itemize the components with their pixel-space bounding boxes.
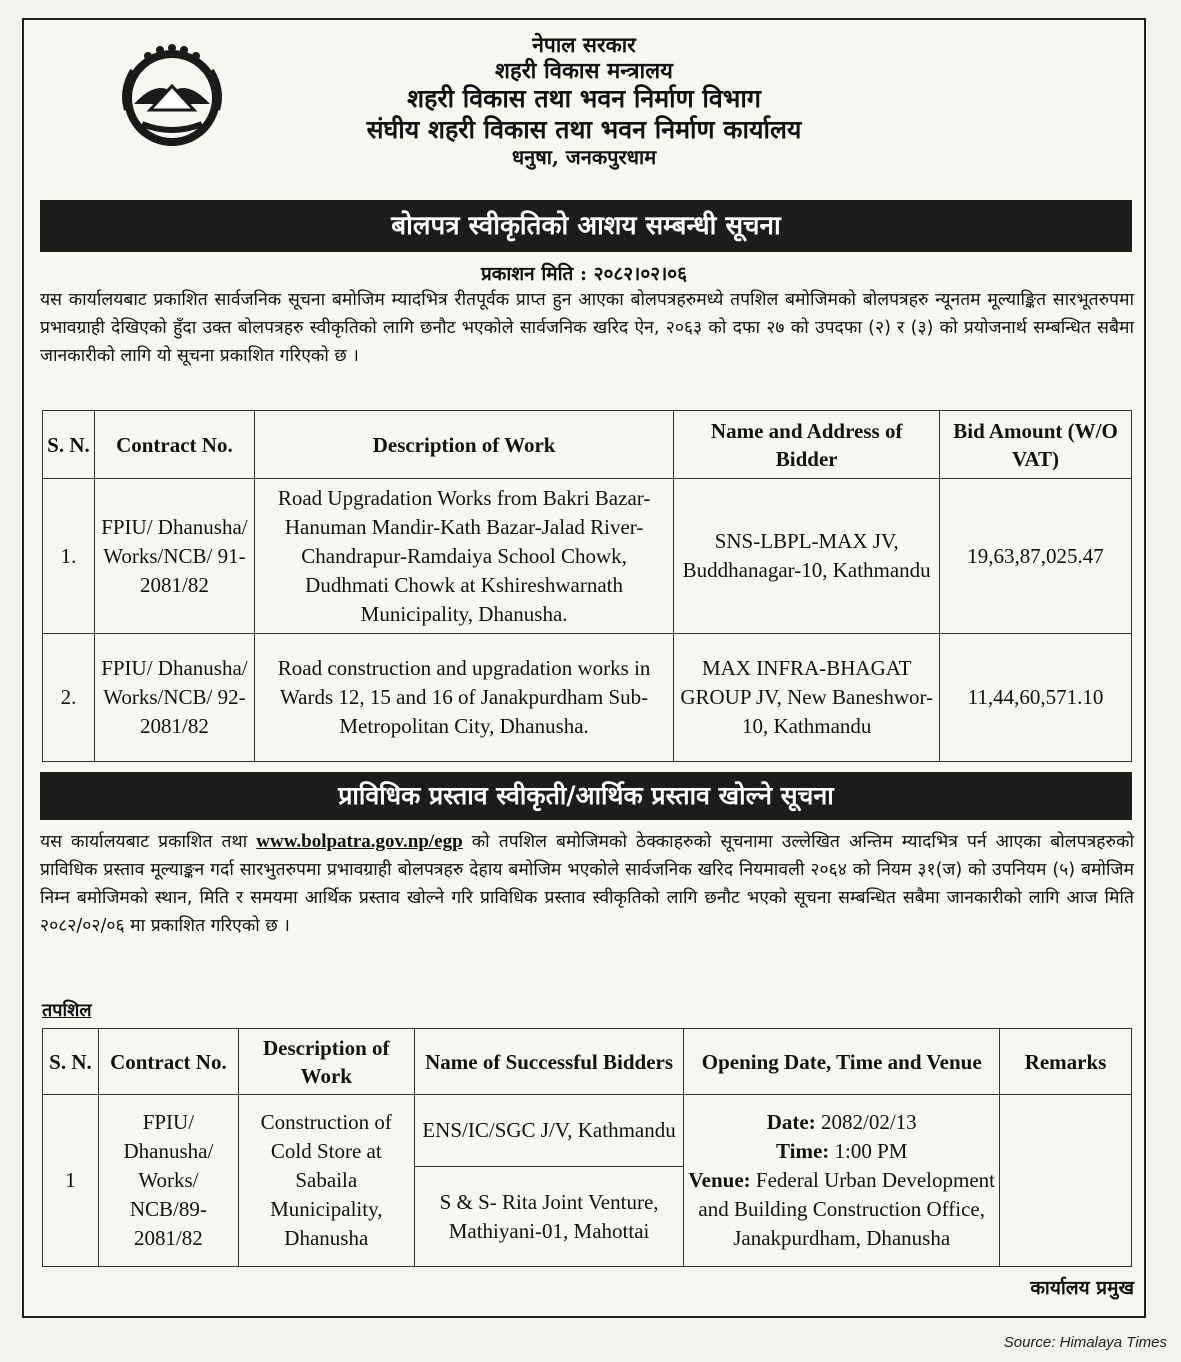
opening-venue xyxy=(688,1166,995,1253)
source-credit: Source: Himalaya Times xyxy=(1003,1334,1167,1351)
venue-value: Federal Urban Development and Building Construction Office, Janakpurdham, Dhanusha xyxy=(698,1168,995,1250)
table-header-row xyxy=(43,411,1132,479)
office-chief-signature: कार्यालय प्रमुख xyxy=(1030,1277,1134,1299)
cell-opening xyxy=(684,1095,1000,1267)
date-label: Date: xyxy=(766,1110,816,1134)
header-location: धनुषा, जनकपुरधाम xyxy=(511,145,657,170)
table-row xyxy=(43,634,1132,762)
column-header: Contract No. xyxy=(98,1029,238,1095)
column-header: S. N. xyxy=(43,1029,99,1095)
column-header: Description of Work xyxy=(254,411,673,479)
notice2-title: प्राविधिक प्रस्ताव स्वीकृती/आर्थिक प्रस्ताव खोल्ने सूचना xyxy=(40,772,1132,820)
column-header: Name and Address of Bidder xyxy=(674,411,940,479)
column-header: Description of Work xyxy=(238,1029,414,1095)
table-row xyxy=(43,1095,1132,1167)
cell-amount: 11,44,60,571.10 xyxy=(940,634,1132,762)
table-row xyxy=(43,479,1132,634)
notice2-paragraph-start: यस कार्यालयबाट प्रकाशित तथा xyxy=(40,832,248,852)
cell-sn: 2. xyxy=(43,634,95,762)
government-emblem-icon xyxy=(116,40,228,152)
header-office: संघीय शहरी विकास तथा भवन निर्माण कार्यालय xyxy=(366,114,802,144)
bolpatra-link[interactable]: www.bolpatra.gov.np/egp xyxy=(256,831,463,852)
notice2-paragraph-rest: को तपशिल बमोजिमको ठेक्काहरुको सूचनामा उल्लेखित अन्तिम म्यादभित्र पर्न आएका बोलपत्रहरुको प्राविधिक प्रस्ताव मूल्याङ्कन गर्दा सारभुतरुपमा प्रभावग्राही बोलपत्रहरु देहाय बमोजिम भएकोले सार्वजनिक खरिद नियमावली २०६४ को नियम ३१(ज) को उपनियम (५) बमोजिम निम्न बमोजिमको स्थान, मिति र समयमा आर्थिक प्रस्ताव खोल्ने गरि प्राविधिक प्रस्ताव स्वीकृतिको लागि छनौट भएको सूचना सम्बन्धित सबैमा जानकारीको लागि आज मिति २०८२/०२/०६ मा प्रकाशित गरिएको छ । xyxy=(40,832,1134,936)
notice2-paragraph xyxy=(40,828,1134,940)
notice1-title: बोलपत्र स्वीकृतिको आशय सम्बन्धी सूचना xyxy=(40,200,1132,252)
cell-amount: 19,63,87,025.47 xyxy=(940,479,1132,634)
cell-description: Road Upgradation Works from Bakri Bazar-Hanuman Mandir-Kath Bazar-Jalad River-Chandrapur-Ramdaiya School Chowk, Dudhmati Chowk at Kshireshwarnath Municipality, Dhanusha. xyxy=(254,479,673,634)
cell-bidder-1: ENS/IC/SGC J/V, Kathmandu xyxy=(414,1095,684,1167)
cell-contract: FPIU/ Dhanusha/ Works/NCB/ 91-2081/82 xyxy=(94,479,254,634)
column-header: S. N. xyxy=(43,411,95,479)
column-header: Remarks xyxy=(1000,1029,1132,1095)
cell-sn: 1. xyxy=(43,479,95,634)
government-header xyxy=(264,32,904,170)
column-header: Bid Amount (W/O VAT) xyxy=(940,411,1132,479)
date-value: 2082/02/13 xyxy=(821,1110,917,1134)
column-header: Opening Date, Time and Venue xyxy=(684,1029,1000,1095)
financial-opening-table xyxy=(42,1028,1132,1267)
tender-notice xyxy=(22,18,1146,1318)
cell-bidder: SNS-LBPL-MAX JV, Buddhanagar-10, Kathmandu xyxy=(674,479,940,634)
header-country: नेपाल सरकार xyxy=(532,32,636,57)
column-header: Contract No. xyxy=(94,411,254,479)
time-value: 1:00 PM xyxy=(834,1139,908,1163)
venue-label: Venue: xyxy=(688,1168,751,1192)
cell-contract: FPIU/ Dhanusha/ Works/NCB/ 92-2081/82 xyxy=(94,634,254,762)
bid-acceptance-table xyxy=(42,410,1132,762)
column-header: Name of Successful Bidders xyxy=(414,1029,684,1095)
cell-description: Construction of Cold Store at Sabaila Municipality, Dhanusha xyxy=(238,1095,414,1267)
header-ministry: शहरी विकास मन्त्रालय xyxy=(495,57,673,84)
cell-remarks xyxy=(1000,1095,1132,1267)
cell-description: Road construction and upgradation works in Wards 12, 15 and 16 of Janakpurdham Sub-Metropolitan City, Dhanusha. xyxy=(254,634,673,762)
cell-contract: FPIU/ Dhanusha/ Works/ NCB/89-2081/82 xyxy=(98,1095,238,1267)
details-heading: तपशिल xyxy=(42,1000,92,1021)
time-label: Time: xyxy=(775,1139,830,1163)
cell-bidder: MAX INFRA-BHAGAT GROUP JV, New Baneshwor-10, Kathmandu xyxy=(674,634,940,762)
cell-bidder-2: S & S- Rita Joint Venture, Mathiyani-01, Mahottai xyxy=(414,1167,684,1267)
header-department: शहरी विकास तथा भवन निर्माण विभाग xyxy=(407,84,761,114)
notice1-paragraph: यस कार्यालयबाट प्रकाशित सार्वजनिक सूचना बमोजिम म्यादभित्र रीतपूर्वक प्राप्त हुन आएका बोलपत्रहरुमध्ये तपशिल बमोजिमको बोलपत्रहरु न्यूनतम मूल्याङ्कित सारभूतरुपमा प्रभावग्राही देखिएको हुँदा उक्त बोलपत्रहरु स्वीकृतिको लागि छनौट भएकोले सार्वजनिक खरिद ऐन, २०६३ को दफा २७ को उपदफा (२) र (३) को प्रयोजनार्थ सम्बन्धित सबैमा जानकारीको लागि यो सूचना प्रकाशित गरिएको छ । xyxy=(40,290,1134,366)
opening-date xyxy=(688,1108,995,1137)
cell-sn: 1 xyxy=(43,1095,99,1267)
opening-time xyxy=(688,1137,995,1166)
publication-date: प्रकाशन मिति : २०८२।०२।०६ xyxy=(480,263,688,285)
table-header-row xyxy=(43,1029,1132,1095)
